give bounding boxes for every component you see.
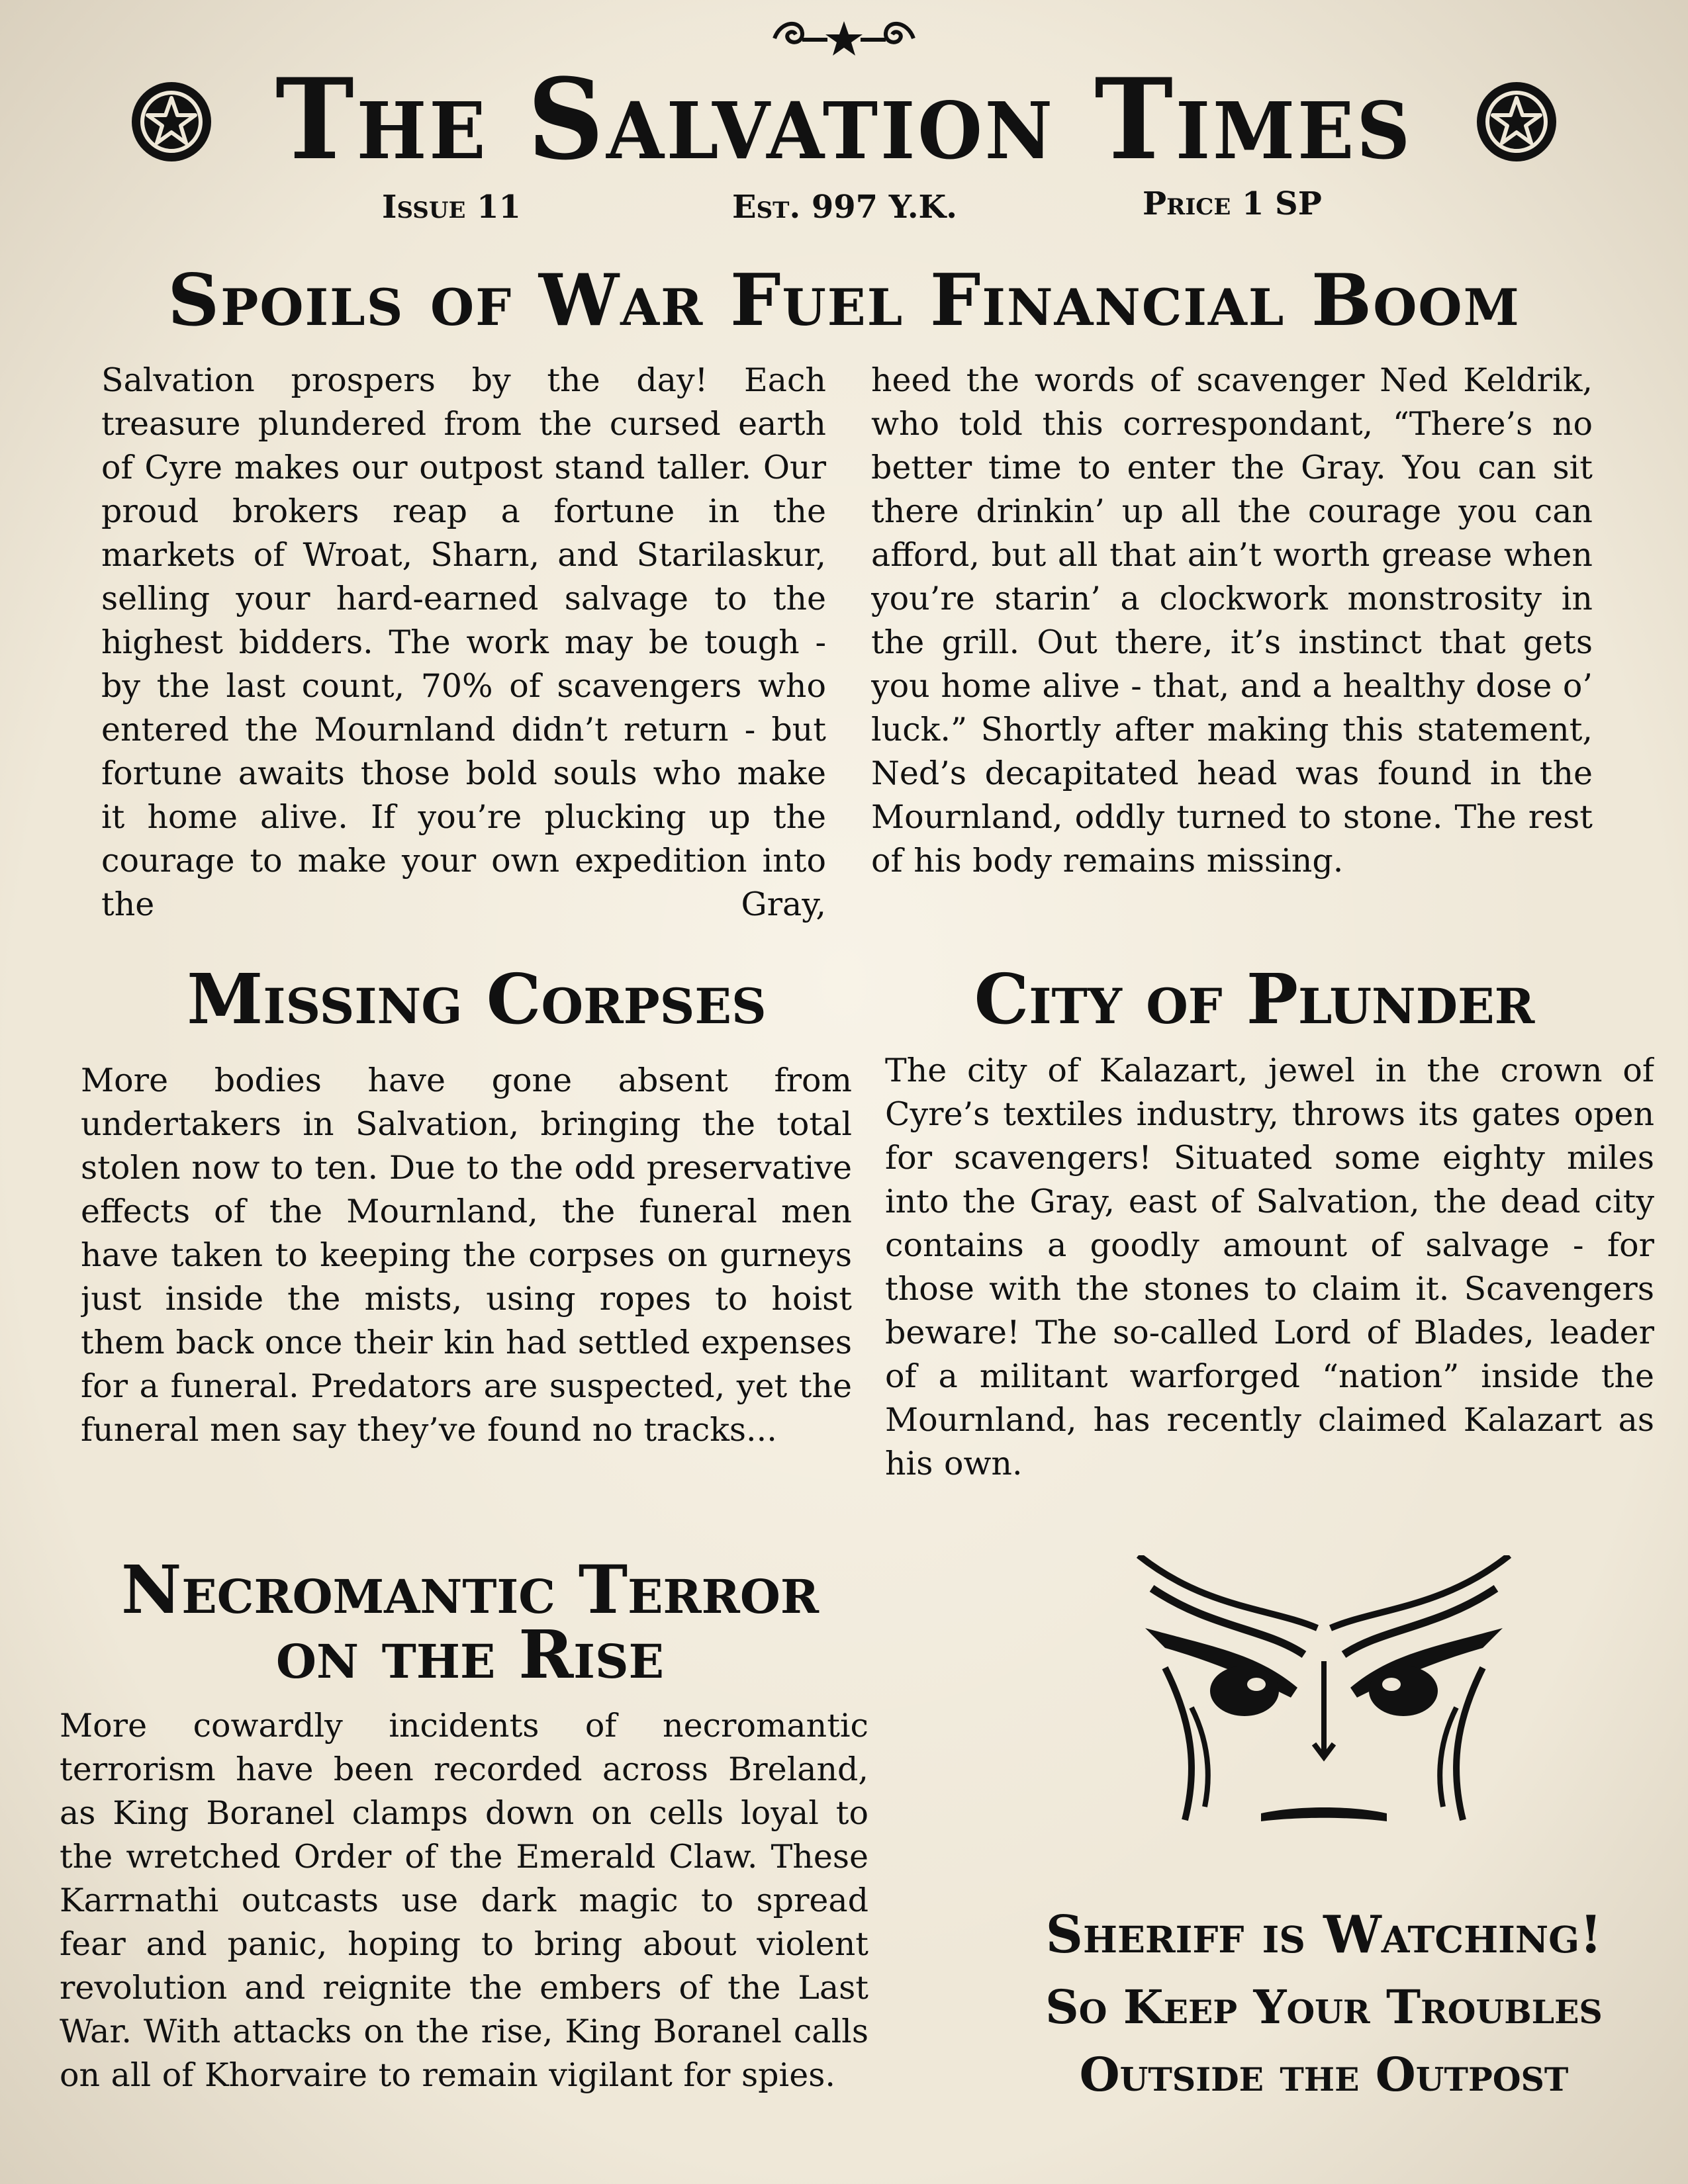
- newspaper-title: The Salvation Times: [275, 54, 1413, 185]
- corpses-body: [81, 1059, 852, 1509]
- spoils-body-right-text: heed the words of scavenger Ned Keldrik, who told this correspondant, “There’s no better time to enter the Gray. You can sit there drinkin’ up all the courage you can afford, but all that ain’t worth grease when you’re starin’ a clockwork monstrosity in the grill. Out there, it’s instinct that gets you home alive - that, and a healthy dose o’ luck.” Shortly after making this statement, Ned’s decapitated head was found in the Mournland, oddly turned to stone. The rest of his body remains missing.: [871, 361, 1593, 880]
- sheriff-line3: Outside the Outpost: [1079, 2047, 1569, 2102]
- necromantic-body-text: More cowardly incidents of necromantic terrorism have been recorded across Breland, as King Boranel clamps down on cells loyal to the wretched Order of the Emerald Claw. These Karrnathi outcasts use dark magic to spread fear and panic, hoping to bring about violent revolution and reignite the embers of the Last War. With attacks on the rise, King Boranel calls on all of Khorvaire to remain vigilant for spies.: [60, 1707, 868, 2094]
- plunder-body: [885, 1049, 1654, 1499]
- sheriff-face-icon: [1125, 1555, 1523, 1846]
- established-date: Est. 997 Y.K.: [732, 189, 957, 226]
- star-medallion-icon: [129, 79, 214, 164]
- spoils-headline: Spoils of War Fuel Financial Boom: [167, 259, 1521, 342]
- issue-number: Issue 11: [382, 189, 521, 226]
- necromantic-headline-line2: on the Rise: [276, 1615, 664, 1694]
- sheriff-line1: Sheriff is Watching!: [1045, 1905, 1603, 1965]
- corpses-body-text: More bodies have gone absent from undertakers in Salvation, bringing the total stolen now to ten. Due to the odd preservative effects of the Mournland, the funeral men have taken to keeping the corpses on gurneys just inside the mists, using ropes to hoist them back once their kin had settled expenses for a funeral. Predators are suspected, yet the funeral men say they’ve found no tracks...: [81, 1062, 852, 1449]
- necromantic-body: [60, 1704, 868, 2154]
- corpses-headline: Missing Corpses: [187, 958, 767, 1040]
- spoils-body-right: [871, 359, 1593, 941]
- sheriff-line2: So Keep Your Troubles: [1045, 1979, 1603, 2034]
- plunder-body-text: The city of Kalazart, jewel in the crown of Cyre’s textiles industry, throws its gates open for scavengers! Situated some eighty miles into the Gray, east of Salvation, the dead city contains a goodly amount of salvage - for those with the stones to claim it. Scavengers beware! The so-called Lord of Blades, leader of a militant warforged “nation” inside the Mournland, has recently claimed Kalazart as his own.: [885, 1052, 1654, 1482]
- plunder-headline: City of Plunder: [974, 958, 1535, 1040]
- spoils-body-left-text: Salvation prospers by the day! Each treasure plundered from the cursed earth of Cyre makes our outpost stand taller. Our proud brokers reap a fortune in the markets of Wroat, Sharn, and Starilaskur, selling your hard-earned salvage to the highest bidders. The work may be tough - by the last count, 70% of scavengers who entered the Mournland didn’t return - but fortune awaits those bold souls who make it home alive. If you’re plucking up the courage to make your own expedition into the Gray,: [101, 361, 826, 923]
- price: Price 1 SP: [1143, 185, 1322, 222]
- necromantic-headline-line1: Necromantic Terror: [120, 1551, 820, 1629]
- spoils-body-left: [101, 359, 826, 941]
- star-medallion-icon: [1474, 79, 1559, 164]
